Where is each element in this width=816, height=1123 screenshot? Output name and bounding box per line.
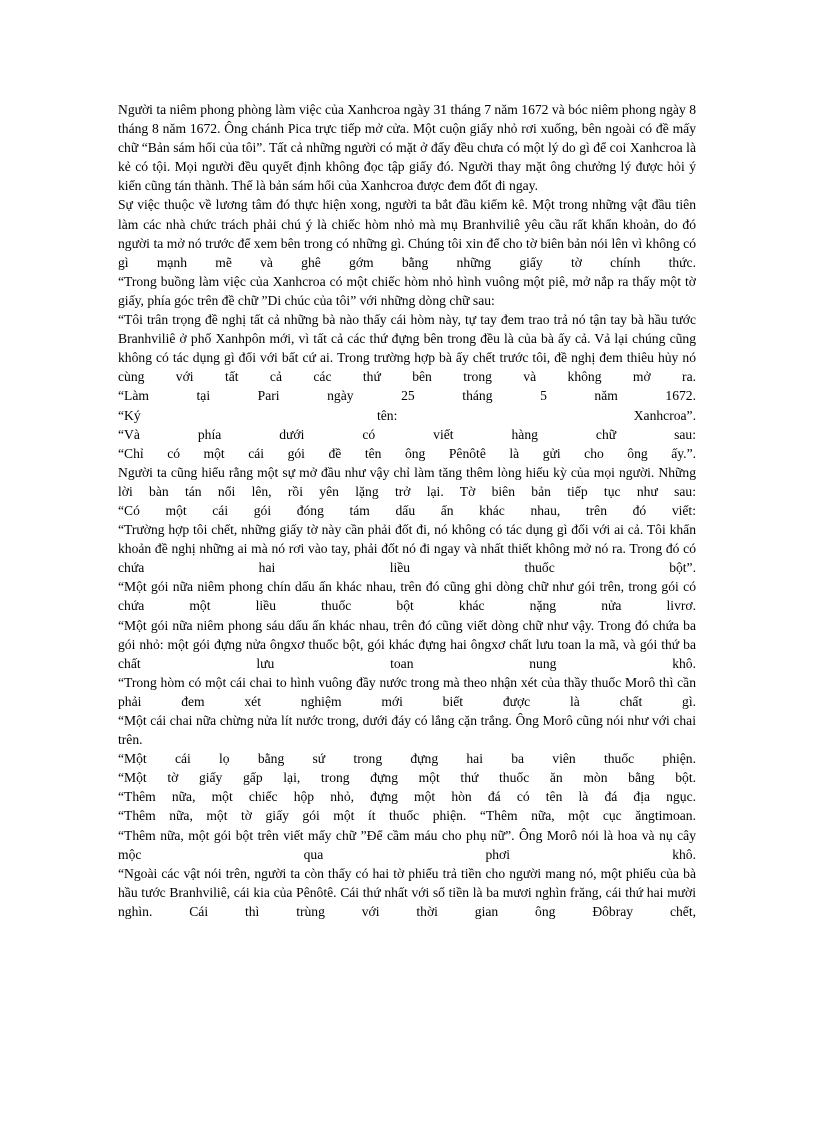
document-page xyxy=(118,100,696,921)
paragraph: “Và phía dưới có viết hàng chữ sau: xyxy=(118,426,696,442)
paragraph: “Một gói nữa niêm phong sáu dấu ấn khác nhau, trên đó cũng viết dòng chữ như vậy. Trong đó chứa ba gói nhỏ: một gói đựng nửa ôngxơ thuốc bột, gói khác đựng hai ôngxơ chất lưu toan la mã, và gói thứ ba chất lưu toan nung khô. xyxy=(118,617,696,671)
paragraph: “Thêm nữa, một tờ giấy gói một ít thuốc phiện. “Thêm nữa, một cục ăngtimoan. xyxy=(118,808,696,824)
paragraph: “Trường hợp tôi chết, những giấy tờ này cần phải đốt đi, nó không có tác dụng gì đối với ai cả. Tôi khẩn khoản đề nghị những ai mà nó rơi vào tay, phải đốt nó đi ngay và nhất thiết không mở nó ra. Trong đó có chứa hai liều thuốc bột”. xyxy=(118,522,696,576)
paragraph: “Ký tên: Xanhcroa”. xyxy=(118,407,696,423)
paragraph: “Thêm nữa, một chiếc hộp nhỏ, đựng một hòn đá có tên là đá địa ngục. xyxy=(118,789,696,805)
paragraph: “Một gói nữa niêm phong chín dấu ấn khác nhau, trên đó cũng ghi dòng chữ như gói trên, trong gói có chứa một liều thuốc bột khác nặng nửa livrơ. xyxy=(118,579,696,614)
paragraph: “Chỉ có một cái gói đề tên ông Pênôtê là gửi cho ông ấy.”. xyxy=(118,445,696,461)
paragraph: “Làm tại Pari ngày 25 tháng 5 năm 1672. xyxy=(118,388,696,404)
paragraph: “Ngoài các vật nói trên, người ta còn thấy có hai tờ phiếu trả tiền cho người mang nó, một phiếu của bà hầu tước Branhviliê, cái kia của Pênôtê. Cái thứ nhất với số tiền là ba mươi nghìn frăng, cái thứ hai mười nghìn. Cái thì trùng với thời gian ông Đôbray chết, xyxy=(118,865,696,919)
paragraph: “Có một cái gói đóng tám dấu ấn khác nhau, trên đó viết: xyxy=(118,502,696,518)
paragraph: “Thêm nữa, một gói bột trên viết mấy chữ ”Để cầm máu cho phụ nữ”. Ông Morô nói là hoa và nụ cây mộc qua phơi khô. xyxy=(118,827,696,862)
paragraph: “Một cái chai nữa chừng nửa lít nước trong, dưới đáy có lắng cặn trắng. Ông Morô cũng nói như với chai trên. xyxy=(118,713,696,748)
paragraph: Người ta niêm phong phòng làm việc của Xanhcroa ngày 31 tháng 7 năm 1672 và bóc niêm phong ngày 8 tháng 8 năm 1672. Ông chánh Pica trực tiếp mở cửa. Một cuộn giấy nhỏ rơi xuống, bên ngoài có đề mấy chữ “Bản sám hối của tôi”. Tất cả những người có mặt ở đấy đều chưa có một lý do gì để coi Xanhcroa là kẻ có tội. Mọi người đều quyết định không đọc tập giấy đó. Người thay mặt ông chưởng lý được hỏi ý kiến cũng tán thành. Thế là bản sám hối của Xanhcroa được đem đốt đi ngay. xyxy=(118,102,696,194)
paragraph: “Trong buồng làm việc của Xanhcroa có một chiếc hòm nhỏ hình vuông một piê, mở nắp ra thấy một tờ giấy, phía góc trên đề chữ ”Di chúc của tôi” với những dòng chữ sau: xyxy=(118,273,696,308)
paragraph: “Một cái lọ bằng sứ trong đựng hai ba viên thuốc phiện. xyxy=(118,751,696,767)
paragraph: Người ta cũng hiểu rằng một sự mở đầu như vậy chỉ làm tăng thêm lòng hiếu kỳ của mọi người. Những lời bàn tán nổi lên, rồi yên lặng trở lại. Tờ biên bản tiếp tục như sau: xyxy=(118,464,696,499)
paragraph: Sự việc thuộc về lương tâm đó thực hiện xong, người ta bắt đầu kiểm kê. Một trong những vật đầu tiên làm các nhà chức trách phải chú ý là chiếc hòm nhỏ mà mụ Branhviliê yêu cầu rất khẩn khoản, do đó người ta mở nó trước để xem bên trong có những gì. Chúng tôi xin để cho tờ biên bản nói lên vì không có gì mạnh mẽ và ghê gớm bằng những giấy tờ chính thức. xyxy=(118,197,696,270)
paragraph: “Một tờ giấy gấp lại, trong đựng một thứ thuốc ăn mòn bằng bột. xyxy=(118,770,696,786)
paragraph: “Trong hòm có một cái chai to hình vuông đầy nước trong mà theo nhận xét của thầy thuốc Morô thì cần phải đem xét nghiệm mới biết được là chất gì. xyxy=(118,674,696,709)
paragraph: “Tôi trân trọng đề nghị tất cả những bà nào thấy cái hòm này, tự tay đem trao trả nó tận tay bà hầu tước Branhviliê ở phố Xanhpôn mới, vì tất cả các thứ đựng bên trong đều là của bà ấy cả. Vả lại chúng cũng không có tác dụng gì đối với bất cứ ai. Trong trường hợp bà ấy chết trước tôi, đề nghị đem thiêu hủy nó cùng với tất cả các thứ bên trong và không mở ra. xyxy=(118,312,696,385)
